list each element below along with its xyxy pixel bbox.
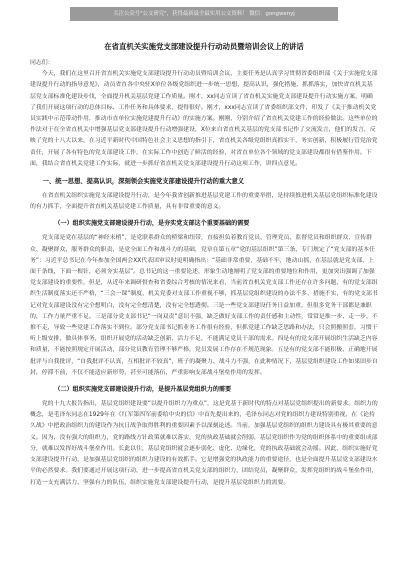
intro-paragraph: 今天，我们在这里召开省直机关实施党支部建设提升行动动员暨培训会议，主要任务是认真学习贯彻省委组织部《关于实施党支部建设提升行动的指导意见》，动员省直各中央驻X单位各级党组织进一步统一思想，提高认识，强化措施，抓抓落实，加快省直机关基层党支部标准化建设步伐，全面提升机关基层党建工作质量。刚才，xx同志宣读了省直机关实施党支部建设提升行动实施方案，明确了我们开展这项行动的总体目标、工作任务和具体要求，提得很好。刚才，xxx同志宣读了省委组织部文件，印发了《关于推动机关党员实践中示范带动作用，推动市直单位实施党建提升行动》的实施方案。刚刚，分别介绍了省直机关党建工作的经验做法。这些单位的作法对于在全省直机关中增强基层党支部建设提升行动增强建设，X位来自省直机关基层的党支部书记作了交流发言，他们的发言，反映了党的十八大以来，在习近平新时代中国特色社会主义思想的指引下，省直机关各级党组织真抓实干，务实创新，积极履行管党治党责任，开展了各有特色的党支部建设工作，在实际工作中创造了鲜活的经验，对省直单位各个领域的党支部建设都很有借鉴作用。下面，我结合省直机关党建工作实际，就进一步抓好省直机关党支部建设提升行动这项工作，讲四点意见。 xyxy=(30,71,378,167)
section-intro-paragraph: 在省直机关组织实施党支部建设提升行动，是今年我省创新推进基层党建工作的重要举措，是持续推进机关基层党组织标准化建设的有力抓手，全面提升省直机关基层党建工作质量，具有非常重要的意义。 xyxy=(30,193,378,211)
watermark-banner: 关注公众号"公文研究"，获得最新最全最实用公文资料！ 微信：gongwenyj xyxy=(70,7,338,21)
section-heading: 一、统一思想、提高认识，深刻领会实施党支部建设提升行动的重大意义 xyxy=(42,178,245,186)
document-title: 在省直机关实施党支部建设提升行动动员暨培训会议上的讲话 xyxy=(104,42,304,51)
subsection-heading: （一）组织实施党支部建设提升行动，是夯实党支部这个重要基础的需要 xyxy=(54,220,250,228)
document-body xyxy=(30,58,378,489)
greeting: 同志们： xyxy=(30,60,54,66)
subsection-heading: （二）组织实施党支部建设提升行动，是提升基层党组织力的需要 xyxy=(54,386,232,394)
body-paragraph: 党支部是党在基层的“神经末梢”，是党联系群众的桥梁和纽带，直接担负着教育党员、管理党员、监督党员和组织群众、宣传群众、凝聚群众、服务群众的职责，是党全面工作和战斗力的基础，党章在第五章“党的基层组织”第三条，专门规定了“党支部的基本任务”：习近平总书记在今年参加全国两会XX代表团审议时更明确指出：“基础非常重要，基础不牢，地动山摇，在基层就是党支部，上面千条线，下面一根针，必须夯实基层”。总书记的这一重要论述，形象生动地阐明了党支部的重要地位和作用，更加突出强调了加强党支部建设的重要性，但是，从近年来调研督查和省委综合考核的情况来看，当前省直机关党支部工作还存在许多问题，有的党支部组织生活制度落实还不严格，“三会一课”制度、机关党委对支部工作重视不够，抓基层党组织建设的办法不多、措施不实，有的党支部书记对党支部建设没有完全想明白，没有完全想清楚，没有完全想透彻。三是一些党支部建设任务日益加重，但很多党务干部都是兼职的，工作力量严重不足。三是部分党支部书记“一岗双责”意识不强，缺乏做好支部工作的责任感和主动性，常常是推一步、走一步，不推不走，导致一些党建工作落实不到位。部分党支部书记抓业务工作很有经验，但抓党建工作缺乏思路和办法，只会照搬照套，习惯于听上级安排、做具体事务，组织开展党的活动缺乏创新，活力不足，不能满足党员干部的需求。四是有的党支部开展组织生活缺乏内容和质量，不能按照规定开展活动，部分党员教育管理不够严格，党员发展工作存在不规范现象。五是有的党支部不能积极、正确地开展批评与自我批评，“自我批评不认真，互相批评不较真”，班子的凝聚力、战斗力不强，在此种情况下，基层党组织建设工作如果固步自封，停滞不前，不仅不能适应新形势，甚至可能落伍，严重影响支部战斗堡垒作用的发挥。 xyxy=(30,235,378,376)
body-paragraph: 党的十九大报告指出，基层党组织建设要“以提升组织力为重点”，这是党基于新时代的特点对基层党组织提出的新要求。组织力的概念，是毛泽东同志在1929年在《红军第四军前委给中央的信》中首先提出来的，毛泽东同志对党的组织力建设特别重视，在《论持久战》中把政治组织力的建设作为抗日战争取得胜利的重要因素予以深刻论述。当前，加强基层党组织的组织力建设具有极其重要的意义。因为，没有强大的组织力，党的路线方针政策就难以落实，党的执政基础就会削弱，基层党组织作为党的组织体系中的重要组成部分，就难以发挥好战斗堡垒作用。长此以往，基层党组织就会逐步弱化、虚化、边缘化，党的执政基础就会动摇。因此，组织实施好党支部建设提升行动，是加强基层党组织的组织力建设的有效抓手。它是增强党的执政能力的重要途径，也是全面提升基层党支部建设水平的必然要求。我们要通过开展这项行动，进一步提高省直机关党支部的组织力，团结党员，凝聚群众，发挥党组织的战斗堡垒作用，打造一支充满活力、坚强有力的队伍，组织实施党支部建设提升行动，是提升基层党组织力的需要。 xyxy=(30,401,378,486)
